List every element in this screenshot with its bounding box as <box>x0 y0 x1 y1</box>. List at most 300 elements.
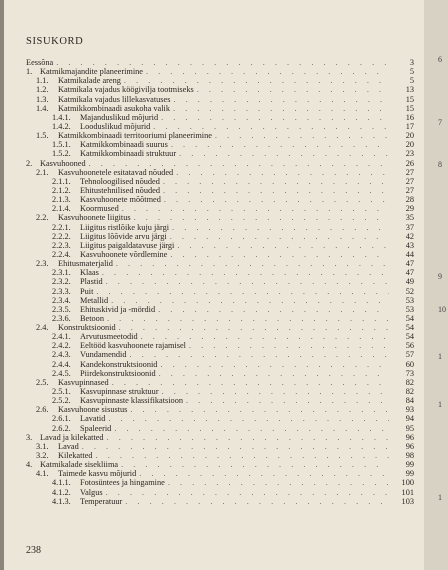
toc-entry-text: Piirdekonstruktsioonid <box>80 368 156 378</box>
toc-entry <box>26 387 414 396</box>
edge-page-mark: 7 <box>438 118 442 127</box>
toc-entry-number: 1.3. <box>36 94 49 104</box>
dot-leader <box>162 387 389 396</box>
toc-entry-page: 73 <box>405 368 414 378</box>
toc-entry-number: 1.4. <box>36 103 49 113</box>
dot-leader <box>163 186 389 195</box>
dot-leader <box>125 497 389 506</box>
toc-entry-title <box>36 85 194 94</box>
toc-entry <box>26 58 414 67</box>
toc-entry <box>26 131 414 140</box>
toc-entry-number: 2.3.6. <box>52 313 71 323</box>
dot-leader <box>153 122 389 131</box>
dot-leader <box>56 58 389 67</box>
toc-entry-title <box>52 204 119 213</box>
toc-entry-page: 28 <box>405 195 414 205</box>
toc-entry-title <box>36 213 131 222</box>
toc-entry <box>26 159 414 168</box>
toc-entry-page: 57 <box>405 350 414 360</box>
toc-entry-number: 1.2. <box>36 85 49 95</box>
toc-entry-text: Puit <box>80 286 94 296</box>
toc-entry-number: 2. <box>26 158 33 168</box>
toc-entry-text: Majanduslikud mõjurid <box>80 112 159 122</box>
toc-entry <box>26 369 414 378</box>
toc-entry-number: 2.5. <box>36 377 49 387</box>
dot-leader <box>179 149 389 158</box>
toc-entry-number: 2.4.2. <box>52 341 71 351</box>
dot-leader <box>121 460 389 469</box>
toc-entry-text: Klaas <box>80 268 99 278</box>
toc-entry-number: 4.1.1. <box>52 478 71 488</box>
toc-entry-number: 1.5. <box>36 131 49 141</box>
toc-entry <box>26 250 414 259</box>
toc-entry-title <box>36 131 212 140</box>
toc-entry <box>26 433 414 442</box>
toc-entry-title <box>52 332 138 341</box>
toc-entry-number: 4. <box>26 460 33 470</box>
toc-entry-text: Ehitusmaterjalid <box>58 259 113 269</box>
toc-entry-page: 47 <box>405 259 414 269</box>
toc-entry <box>26 287 414 296</box>
dot-leader <box>189 341 389 350</box>
edge-page-mark: 8 <box>438 160 442 169</box>
toc-entry-text: Katmikmajandite planeerimine <box>40 67 143 77</box>
toc-entry-title <box>52 387 159 396</box>
toc-entry-number: 2.1.3. <box>52 195 71 205</box>
toc-entry-text: Katmikala vajadus köögivilja tootmiseks <box>58 85 194 95</box>
toc-entry-page: 82 <box>405 387 414 397</box>
dot-leader <box>130 405 389 414</box>
toc-entry-number: 1.4.2. <box>52 121 71 131</box>
toc-entry <box>26 296 414 305</box>
toc-entry-number: 4.1.2. <box>52 487 71 497</box>
toc-entry-page: 5 <box>409 67 414 77</box>
toc-entry <box>26 478 414 487</box>
dot-leader <box>186 396 389 405</box>
dot-leader <box>114 424 389 433</box>
book-page <box>4 0 424 570</box>
toc-entry-title <box>52 350 127 359</box>
toc-entry <box>26 168 414 177</box>
dot-leader <box>164 195 389 204</box>
dot-leader <box>106 277 389 286</box>
toc-entry-title <box>52 341 186 350</box>
toc-entry-text: Plastid <box>80 277 103 287</box>
toc-entry-title <box>52 186 160 195</box>
toc-entry-page: 54 <box>405 332 414 342</box>
toc-entry <box>26 213 414 222</box>
toc-entry-title <box>52 424 111 433</box>
toc-entry-page: 96 <box>405 441 414 451</box>
toc-entry <box>26 469 414 478</box>
dot-leader <box>139 469 389 478</box>
dot-leader <box>116 259 389 268</box>
toc-entry-number: 2.2.3. <box>52 240 71 250</box>
toc-entry-page: 99 <box>405 460 414 470</box>
edge-page-mark: 9 <box>438 272 442 281</box>
toc-entry-number: 1. <box>26 67 33 77</box>
toc-entry <box>26 122 414 131</box>
toc-entry-title <box>36 259 113 268</box>
toc-entry-page: 82 <box>405 377 414 387</box>
toc-entry-title <box>36 76 121 85</box>
toc-entry-text: Liigitus paigaldatavuse järgi <box>80 240 175 250</box>
toc-entry-text: Kasvuhoonete mõõtmed <box>80 195 161 205</box>
toc-entry <box>26 323 414 332</box>
toc-entry-title <box>52 277 103 286</box>
toc-entry-text: Katmikalade sisekliima <box>40 460 119 470</box>
toc-entry <box>26 351 414 360</box>
toc-entry-title <box>26 159 86 168</box>
toc-entry-text: Looduslikud mõjurid <box>80 121 151 131</box>
toc-entry-number: 2.3.2. <box>52 277 71 287</box>
toc-entry-page: 53 <box>405 295 414 305</box>
page-title: SISUKORD <box>26 36 84 47</box>
dot-leader <box>170 232 389 241</box>
toc-entry-title <box>36 95 170 104</box>
toc-entry <box>26 305 414 314</box>
toc-entry-number: 2.4.3. <box>52 350 71 360</box>
dot-leader <box>122 204 389 213</box>
toc-entry-text: Lavad <box>58 441 79 451</box>
toc-entry-page: 20 <box>405 140 414 150</box>
toc-entry <box>26 223 414 232</box>
toc-entry-page: 37 <box>405 222 414 232</box>
toc-entry <box>26 177 414 186</box>
dot-leader <box>161 113 389 122</box>
toc-entry-page: 54 <box>405 313 414 323</box>
toc-entry-number: 2.1.4. <box>52 204 71 214</box>
toc-entry-number: 2.2. <box>36 213 49 223</box>
page-number: 238 <box>26 545 41 556</box>
toc-entry-title <box>36 168 173 177</box>
toc-entry-number: 2.3.5. <box>52 304 71 314</box>
toc-entry-title <box>52 369 156 378</box>
toc-entry-page: 56 <box>405 341 414 351</box>
dot-leader <box>158 305 389 314</box>
toc-entry <box>26 341 414 350</box>
toc-entry-text: Liigitus ristlõike kuju järgi <box>80 222 170 232</box>
dot-leader <box>124 76 389 85</box>
toc-entry-title <box>52 241 174 250</box>
dot-leader <box>160 360 389 369</box>
edge-page-mark: 10 <box>438 305 446 314</box>
toc-entry-page: 52 <box>405 286 414 296</box>
toc-entry-number: 3.2. <box>36 451 49 461</box>
toc-entry-text: Katmikkombinaadi struktuur <box>80 149 177 159</box>
toc-entry-text: Konstruktsioonid <box>58 323 116 333</box>
toc-entry-text: Ehituskivid ja -mördid <box>80 304 156 314</box>
edge-page-mark: 1 <box>438 400 442 409</box>
toc-entry-number: 2.5.1. <box>52 387 71 397</box>
toc-entry-page: 29 <box>405 204 414 214</box>
toc-entry-title <box>36 323 116 332</box>
dot-leader <box>163 177 389 186</box>
toc-entry-text: Kasvuhoonete võrdlemine <box>80 249 168 259</box>
toc-entry-text: Spaleerid <box>80 423 112 433</box>
toc-entry-page: 23 <box>405 149 414 159</box>
toc-entry <box>26 259 414 268</box>
facing-page-edge <box>424 0 448 570</box>
dot-leader <box>111 296 389 305</box>
toc-entry <box>26 451 414 460</box>
toc-entry <box>26 95 414 104</box>
toc-entry-page: 60 <box>405 359 414 369</box>
toc-entry-page: 93 <box>405 405 414 415</box>
toc-entry-number: 1.4.1. <box>52 112 71 122</box>
toc-entry-page: 5 <box>409 76 414 86</box>
toc-entry-page: 27 <box>405 167 414 177</box>
toc-entry <box>26 140 414 149</box>
toc-entry-text: Arvutusmeetodid <box>80 332 138 342</box>
dot-leader <box>112 378 389 387</box>
toc-entry <box>26 186 414 195</box>
dot-leader <box>168 478 389 487</box>
toc-entry-number: 2.6.1. <box>52 414 71 424</box>
toc-entry-text: Ehitustehnilised nõuded <box>80 185 160 195</box>
toc-entry <box>26 85 414 94</box>
dot-leader <box>106 488 389 497</box>
toc-entry-title <box>36 442 79 451</box>
toc-entry-page: 103 <box>401 496 414 506</box>
toc-entry-page: 35 <box>405 213 414 223</box>
toc-entry-page: 44 <box>405 249 414 259</box>
toc-entry <box>26 488 414 497</box>
toc-entry-number: 2.5.2. <box>52 396 71 406</box>
toc-entry-page: 20 <box>405 131 414 141</box>
toc-entry-text: Katmikkombinaadi territooriumi planeerimine <box>58 131 212 141</box>
toc-entry-title <box>52 488 103 497</box>
toc-entry-number: 1.5.1. <box>52 140 71 150</box>
toc-entry-title <box>36 104 170 113</box>
table-of-contents <box>26 58 414 506</box>
toc-entry-number: 2.4.1. <box>52 332 71 342</box>
toc-entry-text: Betoon <box>80 313 104 323</box>
toc-entry-text: Kandekonstruktsioonid <box>80 359 158 369</box>
toc-entry-title <box>26 67 143 76</box>
toc-entry-title <box>52 122 150 131</box>
dot-leader <box>119 323 389 332</box>
toc-entry-title <box>36 451 93 460</box>
toc-entry <box>26 195 414 204</box>
toc-entry-number: 2.2.2. <box>52 231 71 241</box>
dot-leader <box>108 414 389 423</box>
toc-entry-number: 2.4. <box>36 323 49 333</box>
toc-entry-title <box>52 314 104 323</box>
toc-entry-text: Liigitus lõõvide arvu järgi <box>80 231 167 241</box>
toc-entry-text: Kasvuhoonetele esitatavad nõuded <box>58 167 174 177</box>
dot-leader <box>141 332 389 341</box>
dot-leader <box>146 67 389 76</box>
dot-leader <box>171 140 389 149</box>
toc-entry <box>26 442 414 451</box>
toc-entry-page: 42 <box>405 231 414 241</box>
toc-entry-number: 2.3.4. <box>52 295 71 305</box>
toc-entry-text: Katmikkombinaadi asukoha valik <box>58 103 170 113</box>
toc-entry-page: 96 <box>405 432 414 442</box>
toc-entry-number: 2.3.1. <box>52 268 71 278</box>
toc-entry-title <box>52 478 165 487</box>
dot-leader <box>134 213 389 222</box>
toc-entry-page: 27 <box>405 176 414 186</box>
toc-entry-title <box>52 287 93 296</box>
dot-leader <box>173 95 389 104</box>
toc-entry-text: Kilekatted <box>58 451 93 461</box>
toc-entry-number: 1.5.2. <box>52 149 71 159</box>
toc-entry-text: Temperatuur <box>80 496 123 506</box>
toc-entry-title <box>52 113 158 122</box>
toc-entry-number: 3. <box>26 432 33 442</box>
toc-entry-text: Eeltööd kasvuhoonete rajamisel <box>80 341 186 351</box>
toc-entry-title <box>52 223 169 232</box>
toc-entry-number: 2.2.1. <box>52 222 71 232</box>
edge-page-mark: 1 <box>438 493 442 502</box>
toc-entry-text: Metallid <box>80 295 109 305</box>
toc-entry-page: 3 <box>409 57 414 67</box>
toc-entry-text: Vundamendid <box>80 350 127 360</box>
dot-leader <box>172 223 389 232</box>
toc-entry-page: 17 <box>405 121 414 131</box>
toc-entry-text: Katmikalade areng <box>58 76 121 86</box>
edge-page-mark: 1 <box>438 352 442 361</box>
toc-entry-page: 100 <box>401 478 414 488</box>
dot-leader <box>215 131 389 140</box>
toc-entry-text: Lavad ja kilekatted <box>40 432 104 442</box>
dot-leader <box>170 250 389 259</box>
dot-leader <box>177 241 389 250</box>
toc-entry-text: Koormused <box>80 204 119 214</box>
toc-entry <box>26 268 414 277</box>
toc-entry-page: 98 <box>405 451 414 461</box>
toc-entry-page: 53 <box>405 304 414 314</box>
toc-entry <box>26 277 414 286</box>
toc-entry-text: Taimede kasvu mõjurid <box>58 469 137 479</box>
toc-entry-page: 95 <box>405 423 414 433</box>
dot-leader <box>107 433 389 442</box>
toc-entry-title <box>52 140 168 149</box>
toc-entry <box>26 204 414 213</box>
toc-entry-text: Katmikkombinaadi suurus <box>80 140 168 150</box>
toc-entry <box>26 405 414 414</box>
toc-entry-title <box>26 58 53 67</box>
toc-entry-page: 13 <box>405 85 414 95</box>
toc-entry-page: 54 <box>405 323 414 333</box>
dot-leader <box>130 350 389 359</box>
toc-entry <box>26 414 414 423</box>
dot-leader <box>96 287 389 296</box>
toc-entry-title <box>52 232 167 241</box>
toc-entry-title <box>26 460 118 469</box>
toc-entry-title <box>52 414 105 423</box>
toc-entry-page: 94 <box>405 414 414 424</box>
toc-entry-number: 2.6.2. <box>52 423 71 433</box>
toc-entry-title <box>52 177 160 186</box>
toc-entry-text: Fotosüntees ja hingamine <box>80 478 165 488</box>
toc-entry-page: 49 <box>405 277 414 287</box>
toc-entry-text: Valgus <box>80 487 103 497</box>
toc-entry-page: 47 <box>405 268 414 278</box>
toc-entry-text: Kasvuhooned <box>40 158 86 168</box>
toc-entry <box>26 460 414 469</box>
toc-entry-text: Eessõna <box>26 57 54 67</box>
dot-leader <box>159 369 389 378</box>
toc-entry <box>26 497 414 506</box>
toc-entry <box>26 67 414 76</box>
toc-entry-page: 99 <box>405 469 414 479</box>
toc-entry-text: Katmikala vajadus lillekasvatuses <box>58 94 171 104</box>
toc-entry-number: 4.1.3. <box>52 496 71 506</box>
toc-entry-text: Tehnoloogilised nõuded <box>80 176 160 186</box>
toc-entry-page: 26 <box>405 158 414 168</box>
toc-entry <box>26 232 414 241</box>
toc-entry <box>26 149 414 158</box>
dot-leader <box>173 104 389 113</box>
dot-leader <box>176 168 389 177</box>
dot-leader <box>82 442 389 451</box>
toc-entry <box>26 396 414 405</box>
toc-entry-page: 16 <box>405 112 414 122</box>
toc-entry-title <box>52 296 108 305</box>
toc-entry <box>26 104 414 113</box>
dot-leader <box>89 159 389 168</box>
toc-entry-text: Kasvupinnased <box>58 377 109 387</box>
toc-entry <box>26 241 414 250</box>
toc-entry-number: 2.4.4. <box>52 359 71 369</box>
toc-entry-title <box>52 268 99 277</box>
toc-entry-page: 43 <box>405 240 414 250</box>
toc-entry-number: 2.2.4. <box>52 249 71 259</box>
toc-entry <box>26 332 414 341</box>
toc-entry-title <box>36 378 109 387</box>
toc-entry-title <box>52 149 176 158</box>
dot-leader <box>107 314 389 323</box>
toc-entry-number: 2.1.2. <box>52 185 71 195</box>
toc-entry-title <box>52 305 155 314</box>
toc-entry-number: 2.3. <box>36 259 49 269</box>
toc-entry-title <box>26 433 104 442</box>
toc-entry-page: 15 <box>405 103 414 113</box>
toc-entry-title <box>52 497 122 506</box>
toc-entry-page: 27 <box>405 185 414 195</box>
toc-entry-page: 15 <box>405 94 414 104</box>
toc-entry-page: 84 <box>405 396 414 406</box>
toc-entry-number: 2.1. <box>36 167 49 177</box>
toc-entry <box>26 113 414 122</box>
toc-entry-text: Lavatid <box>80 414 106 424</box>
toc-entry-title <box>52 360 157 369</box>
toc-entry-title <box>52 250 167 259</box>
toc-entry-text: Kasvuhoonete liigitus <box>58 213 131 223</box>
toc-entry-text: Kasvuhoone sisustus <box>58 405 128 415</box>
toc-entry <box>26 76 414 85</box>
dot-leader <box>197 85 389 94</box>
toc-entry-title <box>36 405 127 414</box>
toc-entry-number: 1.1. <box>36 76 49 86</box>
toc-entry-number: 3.1. <box>36 441 49 451</box>
toc-entry <box>26 314 414 323</box>
toc-entry-page: 101 <box>401 487 414 497</box>
edge-page-mark: 6 <box>438 55 442 64</box>
toc-entry-number: 2.4.5. <box>52 368 71 378</box>
toc-entry-number: 2.3.3. <box>52 286 71 296</box>
toc-entry-number: 4.1. <box>36 469 49 479</box>
toc-entry <box>26 424 414 433</box>
toc-entry-number: 2.1.1. <box>52 176 71 186</box>
dot-leader <box>102 268 389 277</box>
toc-entry <box>26 360 414 369</box>
toc-entry-title <box>52 396 183 405</box>
toc-entry-number: 2.6. <box>36 405 49 415</box>
